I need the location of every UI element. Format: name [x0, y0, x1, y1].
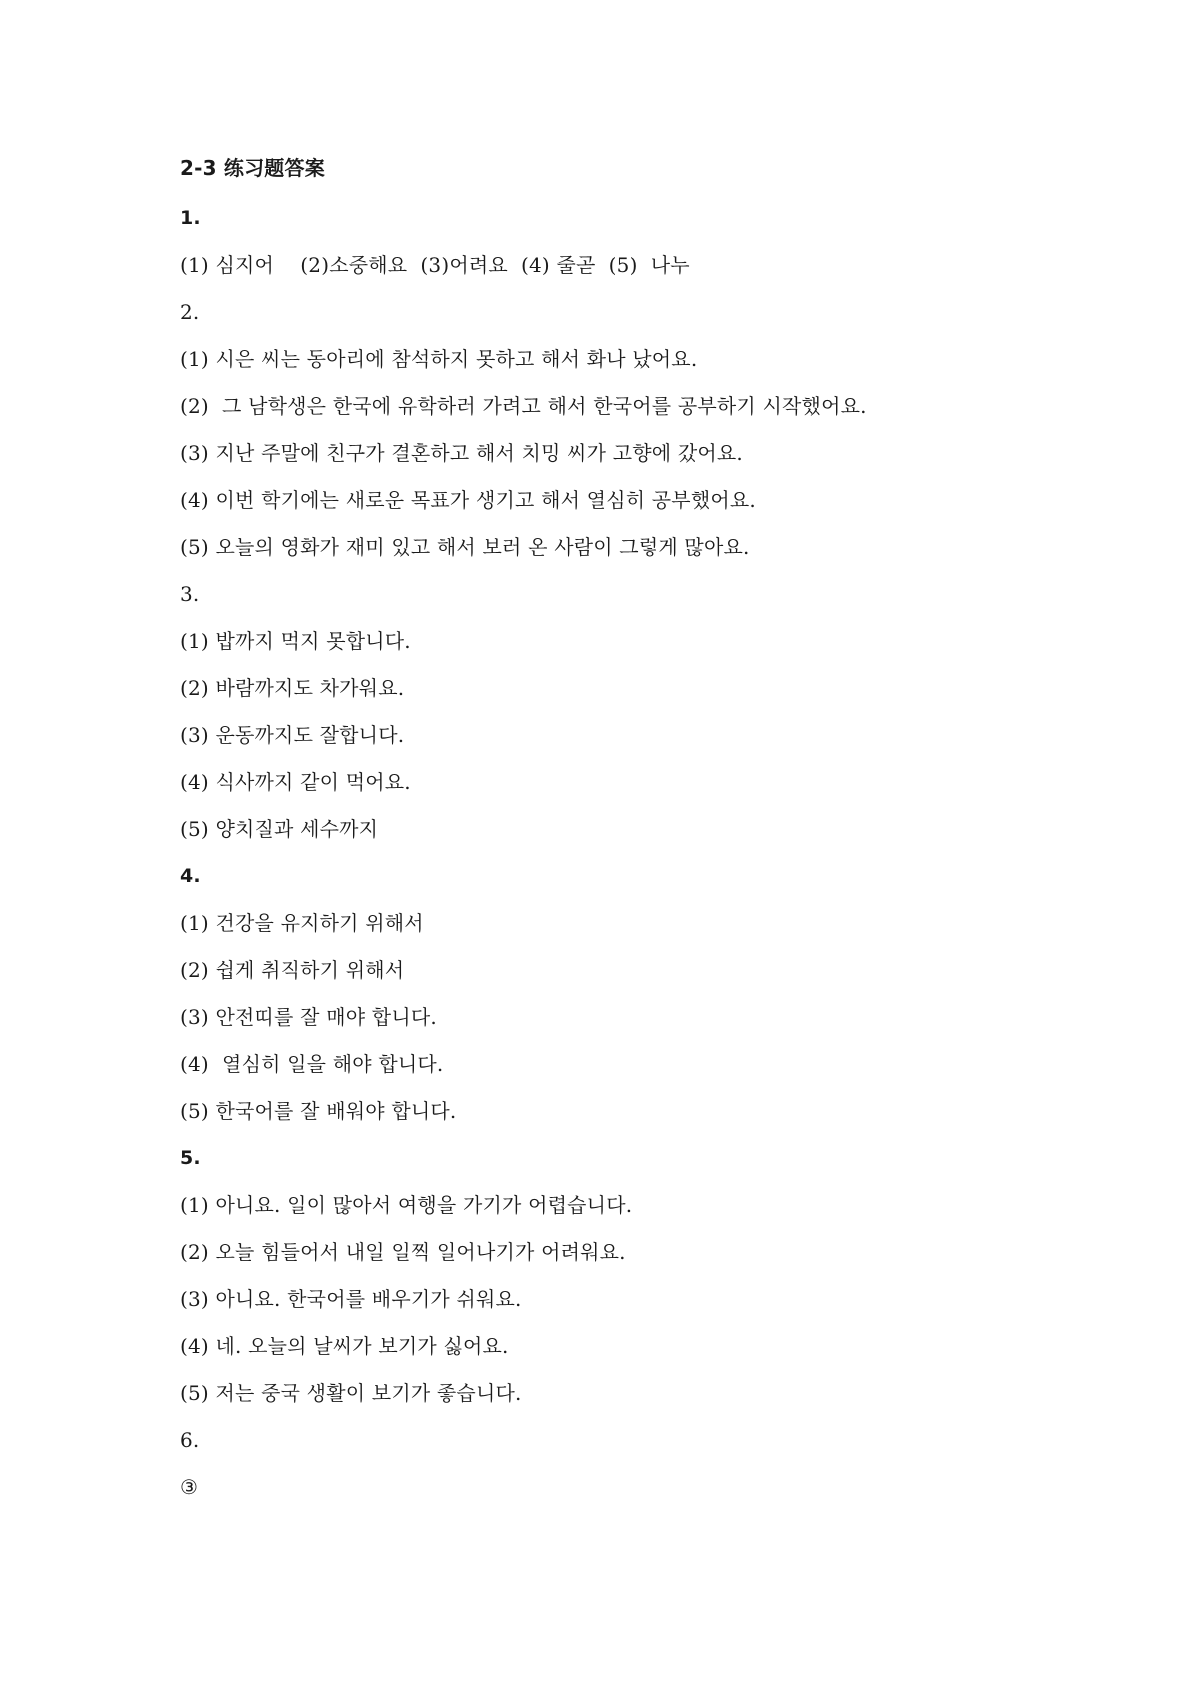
- section-4-number: 4.: [180, 865, 201, 887]
- section-1-number: 1.: [180, 207, 201, 229]
- section-2-answer-4: (4) 이번 학기에는 새로운 목표가 생기고 해서 열심히 공부했어요.: [180, 488, 756, 512]
- section-4-answer-2: (2) 쉽게 취직하기 위해서: [180, 958, 405, 982]
- section-1-answer-1: (1) 심지어 (2)소중해요 (3)어려요 (4) 줄곧 (5) 나누: [180, 253, 690, 277]
- section-3-answer-4: (4) 식사까지 같이 먹어요.: [180, 770, 411, 794]
- section-2-answer-1: (1) 시은 씨는 동아리에 참석하지 못하고 해서 화나 났어요.: [180, 347, 698, 371]
- section-4-answer-4: (4) 열심히 일을 해야 합니다.: [180, 1052, 444, 1076]
- section-4-answer-3: (3) 안전띠를 잘 매야 합니다.: [180, 1005, 437, 1029]
- section-3-answer-5: (5) 양치질과 세수까지: [180, 817, 379, 841]
- section-4-answer-5: (5) 한국어를 잘 배워야 합니다.: [180, 1099, 457, 1123]
- section-5-answer-3: (3) 아니요. 한국어를 배우기가 쉬워요.: [180, 1287, 522, 1311]
- section-3-answer-2: (2) 바람까지도 차가워요.: [180, 676, 405, 700]
- section-2-answer-2: (2) 그 남학생은 한국에 유학하러 가려고 해서 한국어를 공부하기 시작했어요.: [180, 394, 867, 418]
- section-4-answer-1: (1) 건강을 유지하기 위해서: [180, 911, 424, 935]
- section-2-number: 2.: [180, 300, 200, 324]
- section-3-answer-1: (1) 밥까지 먹지 못합니다.: [180, 629, 411, 653]
- section-2-answer-5: (5) 오늘의 영화가 재미 있고 해서 보러 온 사람이 그렇게 많아요.: [180, 535, 750, 559]
- section-5-answer-2: (2) 오늘 힘들어서 내일 일찍 일어나기가 어려워요.: [180, 1240, 626, 1264]
- section-5-answer-1: (1) 아니요. 일이 많아서 여행을 가기가 어렵습니다.: [180, 1193, 633, 1217]
- section-6-number: 6.: [180, 1428, 200, 1452]
- section-5-number: 5.: [180, 1147, 201, 1169]
- section-5-answer-4: (4) 네. 오늘의 날씨가 보기가 싫어요.: [180, 1334, 509, 1358]
- answer-sheet: [180, 151, 1140, 1517]
- section-2-answer-3: (3) 지난 주말에 친구가 결혼하고 해서 치밍 씨가 고향에 갔어요.: [180, 441, 743, 465]
- page-title: 2-3 练习题答案: [180, 156, 325, 180]
- section-3-answer-3: (3) 운동까지도 잘합니다.: [180, 723, 405, 747]
- section-3-number: 3.: [180, 582, 200, 606]
- section-5-answer-5: (5) 저는 중국 생활이 보기가 좋습니다.: [180, 1381, 522, 1405]
- section-6-answer-1: ③: [180, 1475, 199, 1499]
